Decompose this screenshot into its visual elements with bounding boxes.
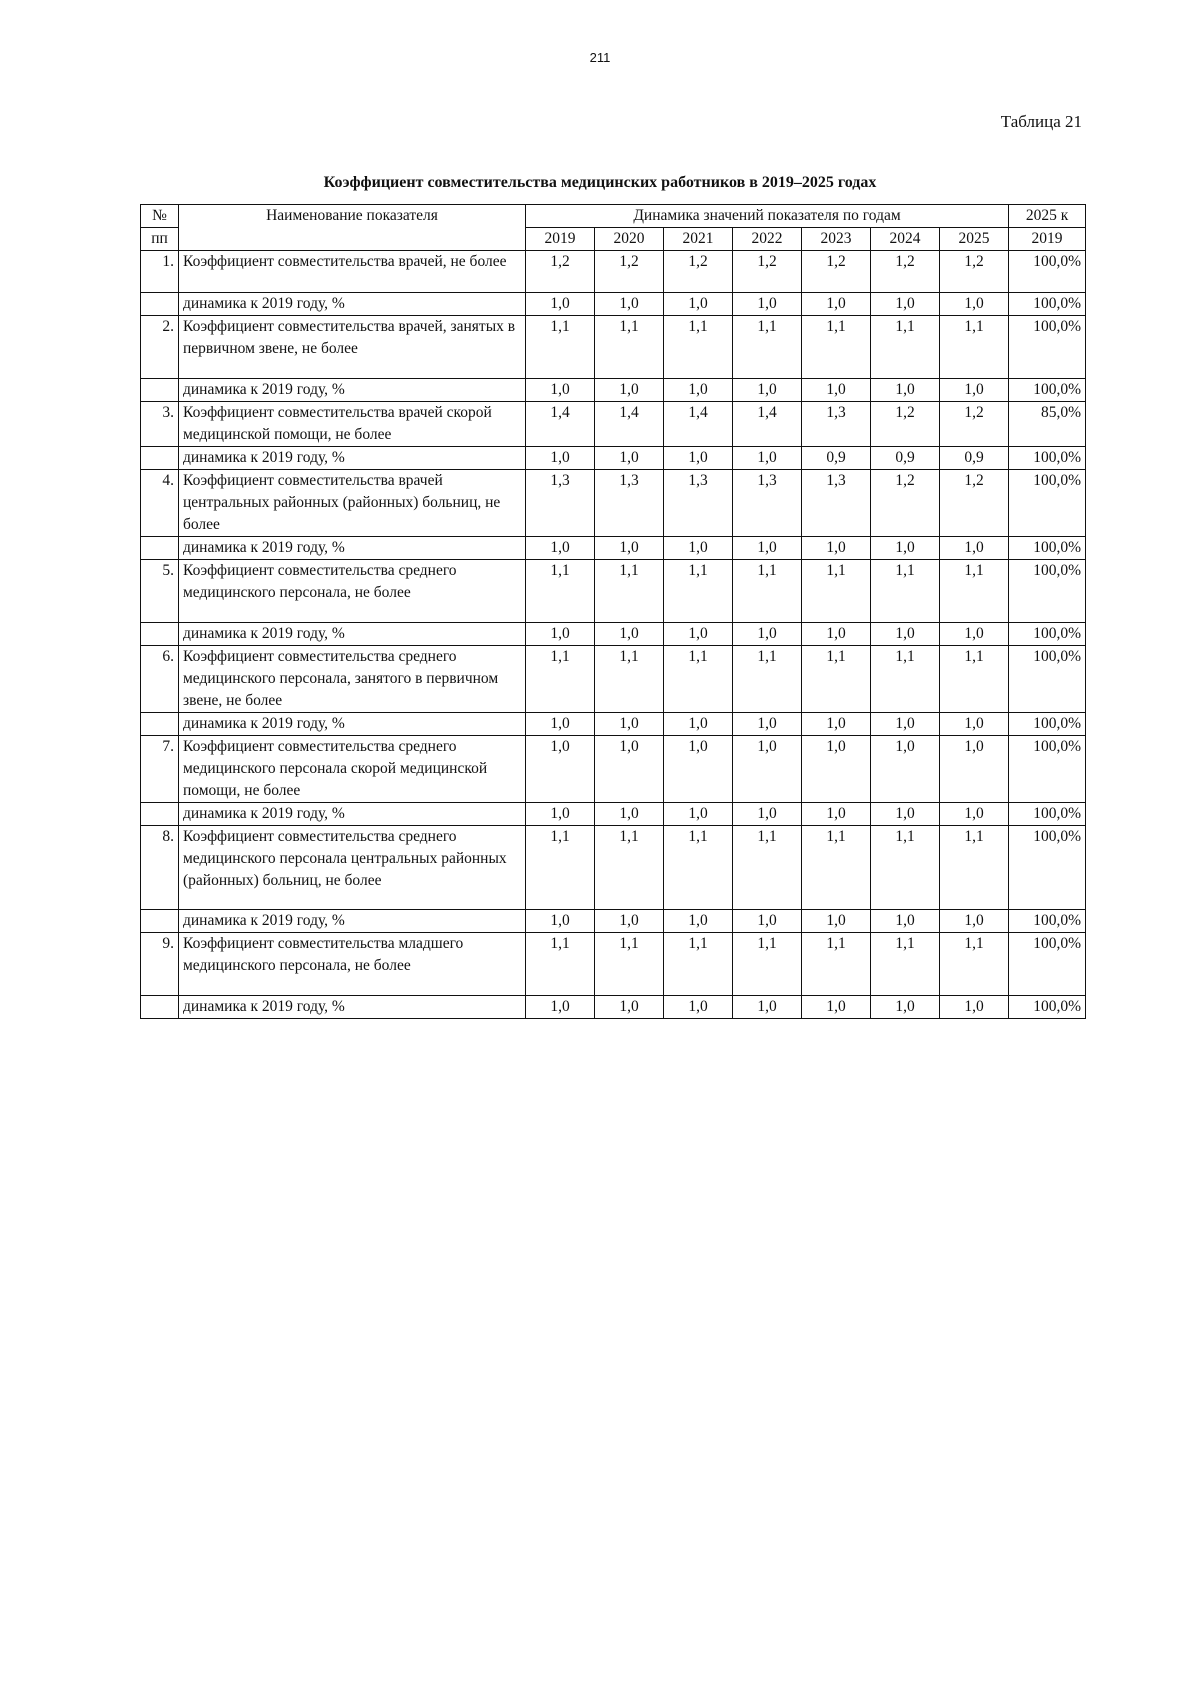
table-row [141,646,1086,713]
ratio-value: 100,0% [1009,646,1086,713]
year-value: 1,2 [940,251,1009,293]
year-value: 1,3 [802,470,871,537]
ratio-value: 100,0% [1009,316,1086,379]
table-label: Таблица 21 [1000,112,1082,131]
year-value: 1,1 [802,560,871,623]
header-year: 2023 [802,228,871,251]
dynamics-ratio: 100,0% [1009,537,1086,560]
dynamics-value: 1,0 [526,803,595,826]
year-value: 1,3 [664,470,733,537]
dynamics-value: 1,0 [802,996,871,1019]
year-value: 1,3 [733,470,802,537]
year-value: 1,1 [664,316,733,379]
year-value: 1,1 [871,826,940,910]
year-value: 1,1 [802,933,871,996]
dynamics-value: 1,0 [940,623,1009,646]
dynamics-value: 1,0 [595,447,664,470]
year-value: 1,1 [871,316,940,379]
dynamics-value: 1,0 [871,293,940,316]
dynamics-value: 1,0 [802,803,871,826]
dynamics-ratio: 100,0% [1009,623,1086,646]
year-value: 1,0 [940,736,1009,803]
indicator-name: Коэффициент совместительства врачей, занятых в первичном звене, не более [179,316,526,379]
dynamics-value: 1,0 [940,996,1009,1019]
dynamics-value: 1,0 [733,537,802,560]
year-value: 1,4 [733,402,802,447]
year-value: 1,1 [595,316,664,379]
year-value: 1,1 [733,826,802,910]
year-value: 1,2 [733,251,802,293]
dynamics-value: 1,0 [733,447,802,470]
year-value: 1,1 [733,933,802,996]
dynamics-label: динамика к 2019 году, % [179,537,526,560]
dynamics-value: 1,0 [940,910,1009,933]
indicator-name: Коэффициент совместительства врачей скорой медицинской помощи, не более [179,402,526,447]
year-value: 1,1 [802,826,871,910]
row-number-empty [141,537,179,560]
dynamics-value: 1,0 [733,713,802,736]
table-row-dynamics [141,623,1086,646]
year-value: 1,3 [802,402,871,447]
dynamics-value: 1,0 [802,713,871,736]
year-value: 1,0 [664,736,733,803]
year-value: 1,1 [940,933,1009,996]
dynamics-value: 1,0 [595,996,664,1019]
dynamics-ratio: 100,0% [1009,803,1086,826]
indicator-name: Коэффициент совместительства младшего медицинского персонала, не более [179,933,526,996]
ratio-value: 100,0% [1009,736,1086,803]
dynamics-value: 1,0 [733,803,802,826]
dynamics-value: 1,0 [871,910,940,933]
ratio-value: 85,0% [1009,402,1086,447]
year-value: 1,2 [802,251,871,293]
indicator-name: Коэффициент совместительства врачей, не более [179,251,526,293]
table-row [141,933,1086,996]
dynamics-ratio: 100,0% [1009,293,1086,316]
dynamics-value: 1,0 [664,379,733,402]
year-value: 1,1 [664,933,733,996]
year-value: 1,1 [526,826,595,910]
row-number: 1. [141,251,179,293]
year-value: 1,1 [595,560,664,623]
header-dynamics: Динамика значений показателя по годам [526,205,1009,228]
table-row-dynamics [141,293,1086,316]
table-row [141,736,1086,803]
row-number: 4. [141,470,179,537]
year-value: 1,1 [940,316,1009,379]
year-value: 1,1 [526,933,595,996]
dynamics-value: 1,0 [664,447,733,470]
year-value: 1,1 [595,646,664,713]
year-value: 1,1 [871,560,940,623]
dynamics-value: 1,0 [595,623,664,646]
dynamics-value: 1,0 [802,293,871,316]
ratio-value: 100,0% [1009,933,1086,996]
row-number: 6. [141,646,179,713]
year-value: 1,2 [526,251,595,293]
dynamics-value: 1,0 [664,996,733,1019]
dynamics-value: 0,9 [871,447,940,470]
dynamics-value: 1,0 [871,996,940,1019]
dynamics-value: 1,0 [940,713,1009,736]
header-year: 2019 [526,228,595,251]
year-value: 1,1 [664,826,733,910]
dynamics-label: динамика к 2019 году, % [179,713,526,736]
year-value: 1,1 [526,560,595,623]
dynamics-label: динамика к 2019 году, % [179,447,526,470]
year-value: 1,1 [526,646,595,713]
dynamics-value: 1,0 [526,623,595,646]
dynamics-value: 1,0 [595,293,664,316]
year-value: 1,1 [940,826,1009,910]
table-row-dynamics [141,537,1086,560]
dynamics-value: 1,0 [871,713,940,736]
dynamics-value: 1,0 [940,803,1009,826]
row-number-empty [141,379,179,402]
indicator-name: Коэффициент совместительства врачей центральных районных (районных) больниц, не более [179,470,526,537]
dynamics-value: 0,9 [940,447,1009,470]
dynamics-value: 1,0 [526,379,595,402]
dynamics-value: 1,0 [664,537,733,560]
dynamics-ratio: 100,0% [1009,379,1086,402]
row-number: 8. [141,826,179,910]
dynamics-value: 1,0 [940,379,1009,402]
dynamics-value: 1,0 [733,379,802,402]
year-value: 1,2 [595,251,664,293]
dynamics-label: динамика к 2019 году, % [179,623,526,646]
year-value: 1,4 [664,402,733,447]
dynamics-value: 1,0 [526,293,595,316]
year-value: 1,2 [940,470,1009,537]
year-value: 1,1 [733,560,802,623]
page-number: 211 [589,50,611,65]
dynamics-value: 1,0 [595,379,664,402]
year-value: 1,3 [526,470,595,537]
header-no: № [141,205,179,228]
table-body [141,251,1086,1019]
dynamics-label: динамика к 2019 году, % [179,379,526,402]
row-number: 7. [141,736,179,803]
dynamics-ratio: 100,0% [1009,713,1086,736]
year-value: 1,1 [802,316,871,379]
dynamics-value: 1,0 [664,910,733,933]
ratio-value: 100,0% [1009,826,1086,910]
dynamics-value: 1,0 [664,713,733,736]
dynamics-value: 1,0 [802,379,871,402]
indicator-name: Коэффициент совместительства среднего медицинского персонала, занятого в первичном звене, не более [179,646,526,713]
table-row-dynamics [141,379,1086,402]
year-value: 1,1 [871,933,940,996]
table-row-dynamics [141,803,1086,826]
dynamics-value: 1,0 [526,447,595,470]
ratio-value: 100,0% [1009,470,1086,537]
dynamics-value: 1,0 [871,379,940,402]
header-no-pp: пп [141,228,179,251]
year-value: 1,1 [595,933,664,996]
year-value: 1,2 [871,470,940,537]
year-value: 1,1 [595,826,664,910]
dynamics-ratio: 100,0% [1009,910,1086,933]
ratio-value: 100,0% [1009,560,1086,623]
table-row-dynamics [141,713,1086,736]
dynamics-value: 1,0 [664,623,733,646]
dynamics-value: 1,0 [595,803,664,826]
row-number-empty [141,713,179,736]
coefficient-table [140,204,1086,1019]
dynamics-label: динамика к 2019 году, % [179,803,526,826]
dynamics-value: 1,0 [664,293,733,316]
header-year: 2021 [664,228,733,251]
document-title: Коэффициент совместительства медицинских работников в 2019–2025 годах [323,174,877,191]
year-value: 1,1 [940,560,1009,623]
dynamics-value: 1,0 [871,803,940,826]
row-number: 5. [141,560,179,623]
dynamics-value: 1,0 [940,537,1009,560]
year-value: 1,3 [595,470,664,537]
dynamics-ratio: 100,0% [1009,447,1086,470]
indicator-name: Коэффициент совместительства среднего медицинского персонала центральных районных (районных) больниц, не более [179,826,526,910]
year-value: 1,0 [595,736,664,803]
year-value: 1,4 [595,402,664,447]
dynamics-value: 1,0 [526,537,595,560]
row-number: 2. [141,316,179,379]
table-row [141,826,1086,910]
row-number-empty [141,803,179,826]
table-row-dynamics [141,447,1086,470]
table-row [141,560,1086,623]
year-value: 1,0 [526,736,595,803]
dynamics-value: 1,0 [733,623,802,646]
row-number-empty [141,293,179,316]
dynamics-value: 1,0 [733,910,802,933]
header-ratio-year: 2019 [1009,228,1086,251]
dynamics-value: 0,9 [802,447,871,470]
year-value: 1,1 [526,316,595,379]
year-value: 1,1 [871,646,940,713]
dynamics-value: 1,0 [526,713,595,736]
year-value: 1,0 [871,736,940,803]
header-ratio: 2025 к [1009,205,1086,228]
year-value: 1,2 [871,402,940,447]
dynamics-value: 1,0 [802,623,871,646]
year-value: 1,4 [526,402,595,447]
year-value: 1,1 [802,646,871,713]
year-value: 1,1 [664,646,733,713]
year-value: 1,1 [733,316,802,379]
row-number-empty [141,447,179,470]
table-row [141,402,1086,447]
header-year: 2022 [733,228,802,251]
row-number-empty [141,910,179,933]
year-value: 1,2 [940,402,1009,447]
dynamics-label: динамика к 2019 году, % [179,996,526,1019]
dynamics-label: динамика к 2019 году, % [179,293,526,316]
table-row [141,316,1086,379]
header-year: 2024 [871,228,940,251]
header-name: Наименование показателя [179,205,526,251]
row-number-empty [141,996,179,1019]
indicator-name: Коэффициент совместительства среднего медицинского персонала, не более [179,560,526,623]
dynamics-value: 1,0 [526,996,595,1019]
year-value: 1,2 [664,251,733,293]
year-value: 1,0 [802,736,871,803]
row-number: 3. [141,402,179,447]
year-value: 1,1 [664,560,733,623]
dynamics-value: 1,0 [871,623,940,646]
dynamics-label: динамика к 2019 году, % [179,910,526,933]
year-value: 1,2 [871,251,940,293]
indicator-name: Коэффициент совместительства среднего медицинского персонала скорой медицинской помощи, не более [179,736,526,803]
dynamics-value: 1,0 [595,910,664,933]
table-row-dynamics [141,910,1086,933]
row-number-empty [141,623,179,646]
row-number: 9. [141,933,179,996]
year-value: 1,0 [733,736,802,803]
dynamics-value: 1,0 [802,910,871,933]
year-value: 1,1 [733,646,802,713]
dynamics-value: 1,0 [733,996,802,1019]
dynamics-value: 1,0 [733,293,802,316]
dynamics-value: 1,0 [526,910,595,933]
table-row-dynamics [141,996,1086,1019]
dynamics-value: 1,0 [871,537,940,560]
dynamics-value: 1,0 [595,537,664,560]
dynamics-value: 1,0 [940,293,1009,316]
year-value: 1,1 [940,646,1009,713]
table-row [141,251,1086,293]
dynamics-ratio: 100,0% [1009,996,1086,1019]
table-row [141,470,1086,537]
dynamics-value: 1,0 [802,537,871,560]
header-year: 2025 [940,228,1009,251]
header-year: 2020 [595,228,664,251]
ratio-value: 100,0% [1009,251,1086,293]
dynamics-value: 1,0 [664,803,733,826]
dynamics-value: 1,0 [595,713,664,736]
